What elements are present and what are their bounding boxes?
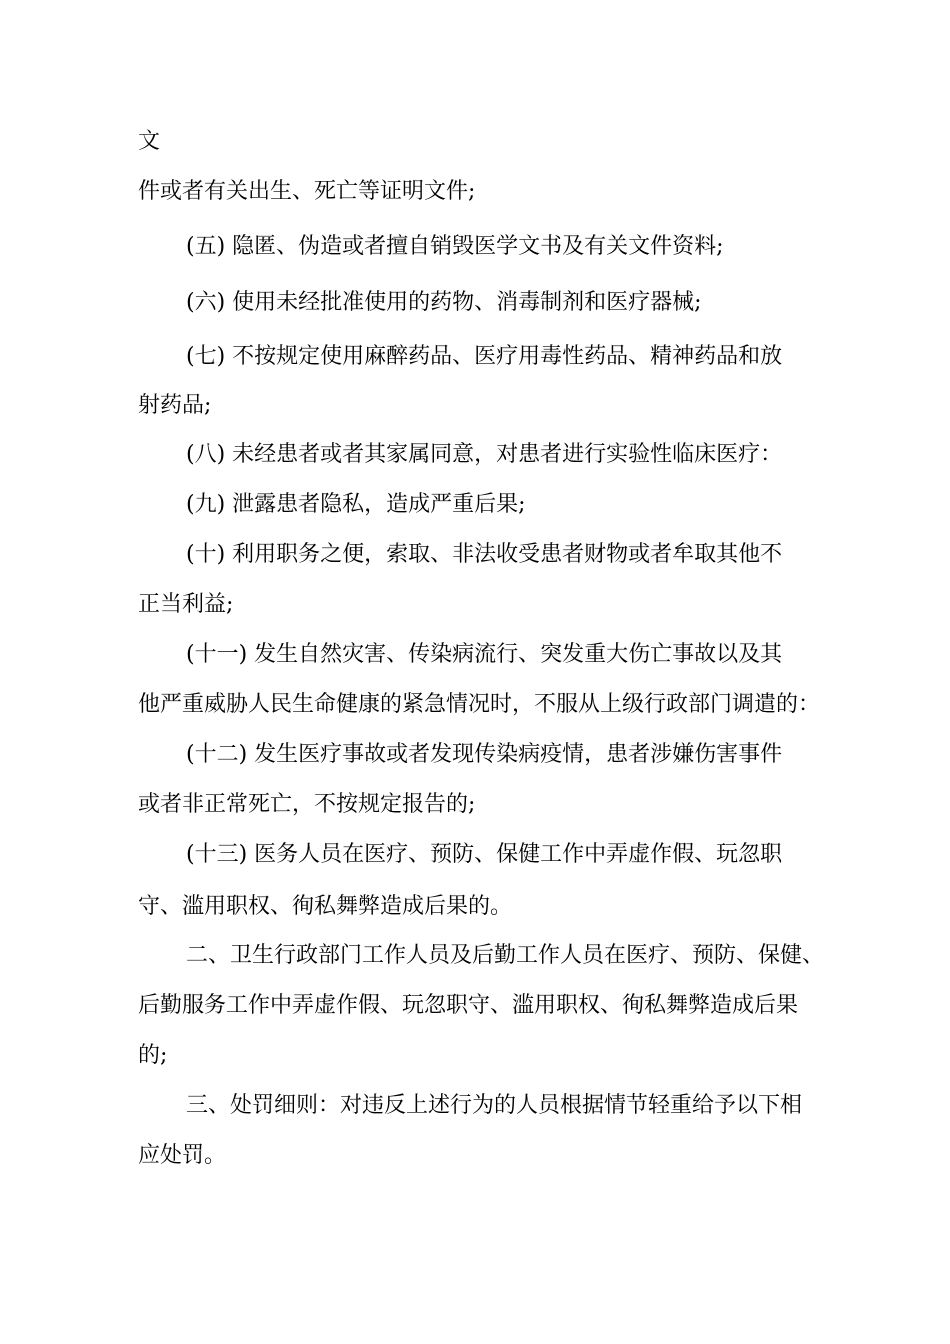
text-line: (十一) 发生自然灾害、传染病流行、突发重大伤亡事故以及其 — [186, 642, 783, 667]
text-line: 后勤服务工作中弄虚作假、玩忽职守、滥用职权、徇私舞弊造成后果 — [138, 993, 799, 1018]
text-line: (八) 未经患者或者其家属同意，对患者进行实验性临床医疗： — [186, 442, 783, 467]
text-line: 的; — [138, 1043, 168, 1068]
text-line: 或者非正常死亡，不按规定报告的; — [138, 792, 476, 817]
text-line: 守、滥用职权、徇私舞弊造成后果的。 — [138, 894, 513, 919]
text-line: (六) 使用未经批准使用的药物、消毒制剂和医疗器械; — [186, 290, 702, 315]
text-line: 射药品; — [138, 393, 212, 418]
text-line: 正当利益; — [138, 592, 234, 617]
text-line: (十二) 发生医疗事故或者发现传染病疫情，患者涉嫌伤害事件 — [186, 742, 783, 767]
text-line: 二、卫生行政部门工作人员及后勤工作人员在医疗、预防、保健、 — [186, 943, 825, 968]
text-line: 应处罚。 — [138, 1143, 227, 1168]
text-line: 他严重威胁人民生命健康的紧急情况时，不服从上级行政部门调遣的： — [138, 692, 821, 717]
text-line: 件或者有关出生、死亡等证明文件; — [138, 179, 476, 204]
text-line: (七) 不按规定使用麻醉药品、医疗用毒性药品、精神药品和放 — [186, 344, 783, 369]
text-line: (五) 隐匿、伪造或者擅自销毁医学文书及有关文件资料; — [186, 234, 724, 259]
text-line: (十三) 医务人员在医疗、预防、保健工作中弄虚作假、玩忽职 — [186, 842, 783, 867]
text-line: 三、处罚细则：对违反上述行为的人员根据情节轻重给予以下相 — [186, 1093, 803, 1118]
text-line: 文 — [138, 129, 161, 154]
text-line: (十) 利用职务之便，索取、非法收受患者财物或者牟取其他不 — [186, 542, 783, 567]
text-line: (九) 泄露患者隐私，造成严重后果; — [186, 492, 526, 517]
